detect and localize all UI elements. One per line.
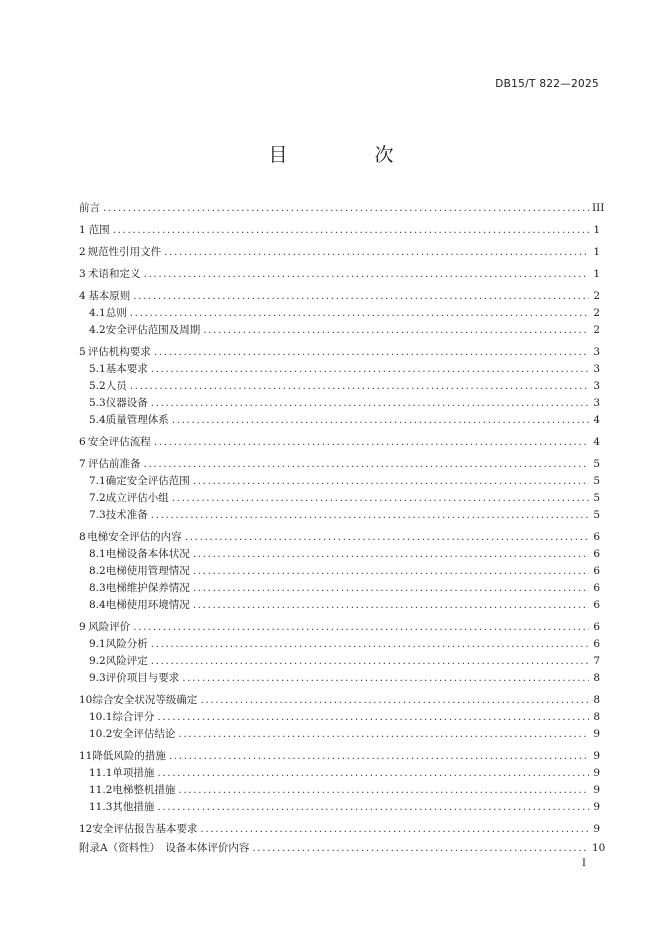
- toc-entry-label: 安全评估范围及周期: [105, 324, 201, 336]
- toc-leader-dots: [133, 288, 589, 305]
- toc-entry[interactable]: [89, 799, 600, 816]
- toc-entry-number: 12: [79, 823, 93, 835]
- toc-entry[interactable]: [89, 636, 600, 653]
- toc-entry-number: 8.4: [89, 599, 106, 611]
- toc-entry-label: 附录A（资料性） 设备本体评价内容: [79, 842, 250, 854]
- toc-entry[interactable]: [89, 597, 600, 614]
- toc-entry-page: 3: [593, 397, 600, 409]
- toc-entry[interactable]: [89, 765, 600, 782]
- toc-entry-page: 3: [593, 380, 600, 392]
- toc-entry-page: III: [592, 202, 605, 214]
- page-title: 目 次: [268, 144, 428, 166]
- toc-leader-dots: [178, 726, 589, 743]
- toc-entry-number: 7: [79, 458, 86, 470]
- toc-leader-dots: [130, 305, 589, 322]
- toc-leader-dots: [185, 529, 589, 546]
- toc-leader-dots: [193, 597, 589, 614]
- toc-entry-label: 基本原则: [88, 290, 131, 302]
- toc-entry-page: 7: [593, 655, 600, 667]
- toc-entry-page: 1: [593, 224, 600, 236]
- toc-entry-number: 8.1: [89, 548, 106, 560]
- toc-entry[interactable]: [89, 507, 600, 524]
- toc-leader-dots: [172, 412, 589, 429]
- toc-leader-dots: [193, 580, 589, 597]
- toc-entry-label: 电梯维护保养情况: [105, 582, 190, 594]
- toc-entry-page: 6: [593, 531, 600, 543]
- toc-entry-page: 6: [593, 548, 600, 560]
- toc-entry-number: 11.3: [89, 801, 113, 813]
- toc-entry-number: 11: [79, 750, 93, 762]
- toc-entry-page: 9: [593, 767, 600, 779]
- toc-entry-label: 安全评估报告基本要求: [92, 823, 198, 835]
- toc-entry-label: 质量管理体系: [105, 414, 169, 426]
- toc-leader-dots: [200, 821, 589, 838]
- toc-entry-page: 5: [593, 509, 600, 521]
- toc-leader-dots: [113, 222, 589, 239]
- toc-entry-page: 6: [593, 582, 600, 594]
- toc-entry-page: 6: [593, 621, 600, 633]
- toc-entry-label: 术语和定义: [88, 268, 141, 280]
- toc-leader-dots: [144, 456, 589, 473]
- toc-leader-dots: [151, 361, 589, 378]
- toc-entry-number: 3: [79, 268, 86, 280]
- toc-entry[interactable]: [89, 670, 600, 687]
- toc-entry-label: 评估机构要求: [87, 346, 151, 358]
- toc-leader-dots: [157, 709, 589, 726]
- toc-entry[interactable]: [89, 709, 600, 726]
- toc-entry-label: 单项措施: [112, 767, 155, 779]
- toc-entry[interactable]: [79, 244, 600, 261]
- toc-entry-label: 评价项目与要求: [105, 672, 180, 684]
- toc-entry-label: 成立评估小组: [105, 492, 169, 504]
- toc-entry[interactable]: [79, 434, 600, 451]
- toc-entry[interactable]: [79, 344, 600, 361]
- toc-entry[interactable]: [79, 840, 606, 857]
- toc-leader-dots: [157, 765, 589, 782]
- toc-entry-page: 8: [593, 711, 600, 723]
- toc-entry-label: 范围: [88, 224, 110, 236]
- toc-entry-page: 6: [593, 599, 600, 611]
- toc-leader-dots: [164, 244, 589, 261]
- toc-entry-page: 5: [593, 475, 600, 487]
- toc-entry[interactable]: [89, 782, 600, 799]
- toc-entry-label: 综合安全状况等级确定: [92, 694, 198, 706]
- page-number: I: [582, 858, 586, 869]
- toc-entry[interactable]: [89, 580, 600, 597]
- toc-entry[interactable]: [79, 200, 605, 217]
- toc-entry-page: 1: [593, 246, 600, 258]
- toc-entry-number: 4.1: [89, 307, 106, 319]
- toc-entry[interactable]: [89, 653, 600, 670]
- document-code: DB15/T 822—2025: [495, 78, 599, 90]
- toc-entry[interactable]: [79, 619, 600, 636]
- toc-entry-page: 9: [593, 728, 600, 740]
- toc-entry-page: 4: [593, 436, 600, 448]
- toc-leader-dots: [178, 782, 589, 799]
- toc-leader-dots: [193, 563, 589, 580]
- toc-entry-label: 综合评分: [112, 711, 155, 723]
- toc-entry-number: 5.3: [89, 397, 106, 409]
- toc-leader-dots: [193, 546, 589, 563]
- toc-entry-label: 电梯整机措施: [112, 784, 176, 796]
- toc-entry-label: 风险分析: [105, 638, 148, 650]
- toc-entry[interactable]: [79, 748, 600, 765]
- toc-entry-label: 风险评定: [105, 655, 148, 667]
- toc-entry-label: 电梯设备本体状况: [105, 548, 190, 560]
- toc-entry-number: 7.2: [89, 492, 106, 504]
- toc-entry-number: 11.2: [89, 784, 113, 796]
- toc-entry-number: 8.3: [89, 582, 106, 594]
- toc-entry-label: 基本要求: [105, 363, 148, 375]
- toc-entry-label: 安全评估流程: [87, 436, 151, 448]
- toc-entry-page: 9: [593, 823, 600, 835]
- toc-entry-number: 5: [79, 346, 86, 358]
- toc-entry-page: 6: [593, 565, 600, 577]
- toc-entry-number: 8.2: [89, 565, 106, 577]
- toc-entry-page: 8: [593, 672, 600, 684]
- toc-entry-number: 10.1: [89, 711, 113, 723]
- toc-entry-number: 5.1: [89, 363, 106, 375]
- toc-entry-page: 2: [593, 324, 600, 336]
- toc-entry[interactable]: [89, 546, 600, 563]
- toc-entry-number: 7.3: [89, 509, 106, 521]
- toc-leader-dots: [182, 670, 589, 687]
- toc-entry-label: 电梯使用管理情况: [105, 565, 190, 577]
- toc-leader-dots: [172, 490, 589, 507]
- toc-entry[interactable]: [89, 490, 600, 507]
- toc-entry-number: 4: [79, 290, 86, 302]
- toc-entry-label: 风险评价: [88, 621, 131, 633]
- toc-entry-label: 总则: [105, 307, 127, 319]
- toc-entry[interactable]: [79, 456, 600, 473]
- toc-entry[interactable]: [79, 266, 600, 283]
- toc-leader-dots: [154, 344, 589, 361]
- toc-entry-number: 8: [79, 531, 86, 543]
- toc-entry[interactable]: [79, 692, 600, 709]
- toc-leader-dots: [154, 434, 589, 451]
- toc-leader-dots: [157, 799, 589, 816]
- toc-entry[interactable]: [89, 563, 600, 580]
- toc-entry-page: 4: [593, 414, 600, 426]
- toc-entry-label: 仪器设备: [105, 397, 148, 409]
- toc-entry-label: 前言: [79, 202, 100, 214]
- toc-entry-label: 其他措施: [112, 801, 155, 813]
- toc-entry[interactable]: [89, 473, 600, 490]
- toc-entry-number: 2: [79, 246, 86, 258]
- toc-leader-dots: [151, 507, 589, 524]
- toc-entry-page: 9: [593, 784, 600, 796]
- toc-entry-page: 3: [593, 346, 600, 358]
- toc-entry-page: 10: [592, 842, 606, 854]
- toc-leader-dots: [130, 378, 589, 395]
- toc-entry-page: 6: [593, 638, 600, 650]
- toc-entry-page: 9: [593, 750, 600, 762]
- toc-entry[interactable]: [79, 821, 600, 838]
- toc-leader-dots: [144, 266, 589, 283]
- toc-entry-page: 5: [593, 458, 600, 470]
- toc-leader-dots: [193, 473, 589, 490]
- toc-leader-dots: [169, 748, 589, 765]
- toc-entry-number: 10.2: [89, 728, 113, 740]
- toc-entry-label: 安全评估结论: [112, 728, 176, 740]
- toc-entry-page: 1: [593, 268, 600, 280]
- toc-entry[interactable]: [89, 322, 600, 339]
- toc-entry-label: 规范性引用文件: [87, 246, 162, 258]
- toc-entry-number: 11.1: [89, 767, 113, 779]
- toc-entry-number: 9.2: [89, 655, 106, 667]
- toc-entry[interactable]: [89, 378, 600, 395]
- toc-entry-page: 9: [593, 801, 600, 813]
- toc-entry[interactable]: [89, 412, 600, 429]
- toc-leader-dots: [151, 636, 589, 653]
- toc-entry-label: 技术准备: [105, 509, 148, 521]
- toc-entry-page: 2: [593, 307, 600, 319]
- toc-entry-number: 5.2: [89, 380, 106, 392]
- toc-entry-number: 9.1: [89, 638, 106, 650]
- toc-entry-label: 电梯安全评估的内容: [87, 531, 182, 543]
- toc-leader-dots: [151, 653, 589, 670]
- toc-entry-label: 人员: [105, 380, 127, 392]
- toc-entry[interactable]: [79, 288, 600, 305]
- toc-entry[interactable]: [89, 305, 600, 322]
- toc-leader-dots: [200, 692, 589, 709]
- toc-entry-number: 10: [79, 694, 93, 706]
- toc-entry-page: 3: [593, 363, 600, 375]
- toc-entry-number: 6: [79, 436, 86, 448]
- toc-entry-page: 2: [593, 290, 600, 302]
- toc-entry-label: 确定安全评估范围: [105, 475, 190, 487]
- toc-entry-number: 4.2: [89, 324, 106, 336]
- toc-entry-label: 评估前准备: [88, 458, 141, 470]
- toc-leader-dots: [151, 395, 589, 412]
- toc-entry-number: 7.1: [89, 475, 106, 487]
- toc-entry-number: 1: [79, 224, 86, 236]
- toc-entry-label: 降低风险的措施: [92, 750, 166, 762]
- toc-entry-page: 8: [593, 694, 600, 706]
- toc-leader-dots: [203, 322, 589, 339]
- toc-leader-dots: [103, 200, 589, 217]
- toc-entry[interactable]: [89, 726, 600, 743]
- toc-entry[interactable]: [79, 529, 600, 546]
- toc-leader-dots: [133, 619, 589, 636]
- toc-entry-number: 9.3: [89, 672, 106, 684]
- toc-entry-number: 5.4: [89, 414, 106, 426]
- toc-entry[interactable]: [89, 361, 600, 378]
- toc-entry[interactable]: [79, 222, 600, 239]
- toc-entry-page: 5: [593, 492, 600, 504]
- toc-entry-label: 电梯使用环境情况: [105, 599, 190, 611]
- toc-entry[interactable]: [89, 395, 600, 412]
- toc-entry-number: 9: [79, 621, 86, 633]
- toc-leader-dots: [252, 840, 589, 857]
